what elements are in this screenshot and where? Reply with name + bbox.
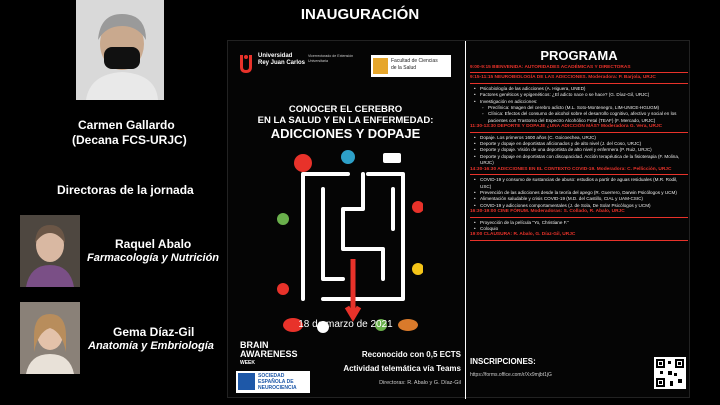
program-session-header: 9:00-9:15 BIENVENIDA: AUTORIDADES ACADÉMICAS Y DIRECTORAS [470, 65, 688, 73]
program-item: • Deporte y dopaje. Visión de una deportista de alto nivel y enfermera (P. Ruiz, URJC) [470, 147, 688, 153]
program-title: PROGRAMA [540, 48, 618, 63]
participant-avatar [20, 215, 80, 287]
program-item: • Deporte y dopaje en deportistas aficionados y de alto nivel (J. del Coso, URJC) [470, 141, 688, 147]
poster-program-panel [465, 41, 691, 399]
program-item: • Proyección de la película "Yo, Christiane F." [470, 220, 688, 226]
poster-left-panel [228, 41, 463, 399]
event-date: 18 de marzo de 2021 [298, 319, 393, 330]
participant-name-carmen: Carmen Gallardo [78, 118, 175, 132]
program-item: • Dopaje. Los primeros 1600 años (C. Goicoechea, URJC) [470, 135, 688, 141]
participant-role-raquel: Farmacología y Nutrición [87, 252, 220, 264]
headline-line1: CONOCER EL CEREBRO [288, 104, 403, 115]
program-session-header: 16:30-19:00 CINE FÓRUM. Moderadoras: S. Collado, R. Abalo, URJC [470, 209, 688, 217]
program-item: • Coloquio [470, 226, 688, 232]
participant-avatar [76, 0, 164, 100]
urjc-logo [238, 51, 363, 77]
poster-directors: Directoras: R. Abalo y G. Díaz-Gil [379, 380, 461, 386]
fcs-line2: de la Salud [391, 65, 417, 71]
program-item: ◦ Preclínica: Imagen del cerebro adicto (M.L. Soto-Montenegro, LIM-UNICE-HGUGM) [470, 105, 688, 111]
pill-icon [294, 154, 312, 172]
program-item: • Psicobiología de las adicciones (A. Higuera, UNED) [470, 86, 688, 92]
fcs-line1: Facultad de Ciencias [391, 58, 438, 64]
program-item: • Investigación en adicciones: [470, 99, 688, 105]
program-session-header: 14:30-16:30 ADICCIONES EN EL CONTEXTO COVID-19. Moderadora: C. Pellicción, URJC [470, 167, 688, 175]
program-item: • COVID-19 y consumo de sustancias de abuso: estudios a partir de aguas residuales (M.R. Rodil, USC) [470, 177, 688, 190]
participant-name-gema: Gema Díaz-Gil [113, 325, 195, 339]
baw-line1: BRAIN [240, 340, 269, 350]
teams-text: Actividad telemática vía Teams [343, 364, 461, 373]
baw-line2: AWARENESS [240, 349, 298, 359]
ects-info [323, 348, 461, 376]
program-item: • Factores genéticos y epigenéticos: ¿El adicto nace o se hace? (G. Díaz-Gil, URJC) [470, 92, 688, 98]
participant-role-gema: Anatomía y Embriología [88, 340, 214, 352]
program-session-header: 9:15-11:15 NEUROBIOLOGÍA DE LAS ADICCIONES. Moderadora: P. Barjola, URJC [470, 75, 688, 83]
program-item: • Prevención de las adicciones desde la teoría del apego (R. Guerrero, Darwin Psicólogos y UCM) [470, 190, 688, 196]
video-tile-raquel[interactable] [20, 215, 80, 287]
shared-poster [227, 40, 690, 398]
participant-name-raquel: Raquel Abalo [115, 237, 192, 251]
fcs-emblem-icon [373, 58, 388, 74]
poster-headline [238, 104, 453, 126]
page-title: INAUGURACIÓN [300, 6, 420, 23]
fcs-logo [371, 55, 451, 77]
urjc-emblem-icon [238, 53, 254, 75]
directors-section-label: Directoras de la jornada [57, 183, 194, 197]
program-session-header: 19:00 CLAUSURA: R. Abalo, G. Díaz-Gil, URJC [470, 232, 688, 240]
program-item: • Deporte y dopaje en deportistas con discapacidad. Acción terapéutica de la fisioterapia (F. Molina, URJC) [470, 154, 688, 167]
brain-awareness-logo [240, 341, 300, 371]
participant-role-carmen: (Decana FCS-URJC) [72, 133, 187, 147]
program-item: • COVID-19 y adicciones comportamentales (J. de Sola, De Sola! Psicólogos y UCM) [470, 203, 688, 209]
program-item: • Alimentación saludable y crisis COVID-19 (M.D. del Castillo, CIAL y UAM-CSIC) [470, 196, 688, 202]
program-list [470, 65, 688, 243]
video-tile-carmen[interactable] [76, 0, 164, 100]
urjc-line2: Rey Juan Carlos [258, 60, 306, 66]
urjc-sub: Vicerrectorado de Extensión Universitaria [308, 54, 354, 63]
sen-line2: ESPAÑOLA DE [258, 379, 294, 385]
headline-line2: EN LA SALUD Y EN LA ENFERMEDAD: [257, 115, 434, 126]
sen-emblem-icon [238, 373, 255, 390]
baw-line3: WEEK [240, 360, 255, 366]
qr-code-icon [654, 357, 686, 389]
urjc-line1: Universidad [258, 53, 293, 59]
program-session-header: 11:30-13:30 DEPORTE Y DOPAJE ¿UNA ADICCIÓN MÁS? Moderadora G. Vera, URJC [470, 124, 688, 132]
program-item: ◦ Clínica: Efectos del consumo de alcohol sobre el desarrollo cognitivo, afectivo y social en los pacientes con Trastorno del Espectro Alcohólico Fetal (TEAF) (F. Mercado, URJC) [470, 111, 688, 124]
poster-headline-main: ADICCIONES Y DOPAJE [270, 126, 421, 141]
ects-text: Reconocido con 0,5 ECTS [361, 350, 461, 359]
sen-logo [236, 371, 310, 393]
registration-url[interactable]: https://forms.office.com/r/Xx9mjbt1jG [470, 372, 552, 378]
participant-avatar [20, 302, 80, 374]
registration-label: INSCRIPCIONES: [470, 357, 536, 366]
brain-maze-illustration [273, 149, 423, 334]
sen-line1: SOCIEDAD [258, 373, 285, 379]
sen-line3: NEUROCIENCIA [258, 385, 297, 391]
video-tile-gema[interactable] [20, 302, 80, 374]
